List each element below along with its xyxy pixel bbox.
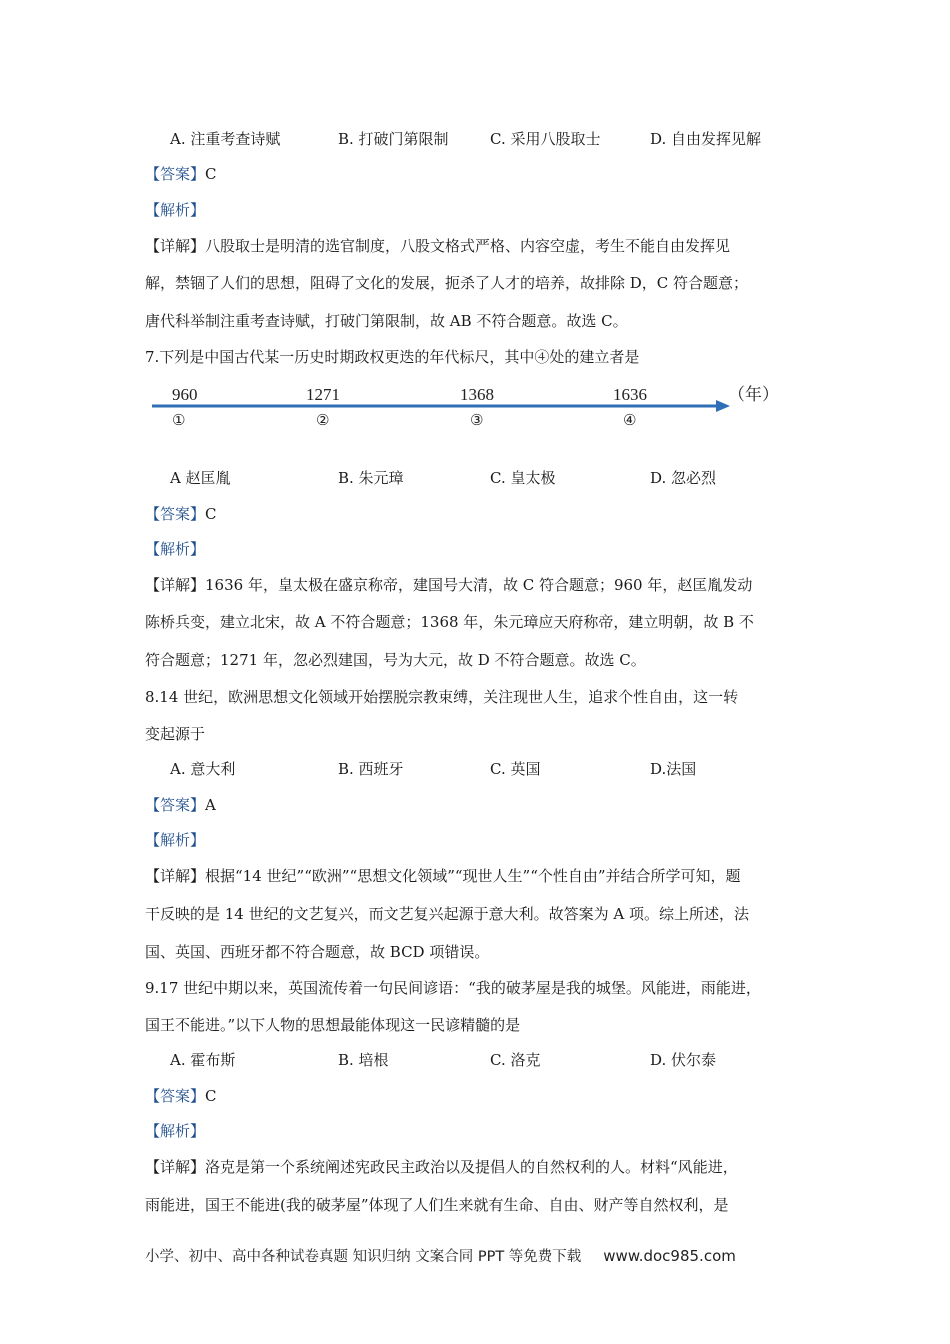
analysis-tag: 【解析】 [145,540,206,558]
q9-option-a: A. 霍布斯 [170,1051,236,1069]
analysis-tag: 【解析】 [145,831,206,849]
analysis-tag: 【解析】 [145,1122,206,1140]
q7-options [170,467,810,489]
q9-detail-line-1 [145,1156,738,1178]
q8-option-b: B. 西班牙 [338,760,404,778]
q8-answer [145,794,216,816]
answer-tag: 【答案】 [145,165,206,183]
timeline-marker-4: ④ [623,411,637,429]
q8-detail-line-3: 国、英国、西班牙都不符合题意，故 BCD 项错误。 [145,943,490,961]
q8-option-d: D.法国 [650,760,697,778]
q7-option-a: A 赵匡胤 [170,469,231,487]
q9-option-b: B. 培根 [338,1051,389,1069]
q8-detail-line-2: 干反映的是 14 世纪的文艺复兴，而文艺复兴起源于意大利。故答案为 A 项。综上所述，法 [145,905,749,923]
q8-stem-line-2: 变起源于 [145,725,206,743]
answer-value: C [205,165,217,183]
page-footer [145,1245,736,1266]
q6-detail-line-2: 解，禁锢了人们的思想，阻碍了文化的发展，扼杀了人才的培养，故排除 D，C 符合题意； [145,274,749,292]
q8-analysis [145,829,205,851]
timeline-marker-1: ① [172,411,186,429]
q6-option-c: C. 采用八股取士 [490,130,601,148]
timeline-marker-3: ③ [470,411,484,429]
q7-option-c: C. 皇太极 [490,469,556,487]
q9-answer [145,1085,217,1107]
answer-tag: 【答案】 [145,796,206,814]
q6-analysis [145,199,205,221]
q7-stem: 7.下列是中国古代某一历史时期政权更迭的年代标尺，其中④处的建立者是 [145,348,640,366]
timeline-unit: （年） [728,385,779,404]
q7-option-b: B. 朱元璋 [338,469,404,487]
q7-option-d: D. 忽必烈 [650,469,717,487]
q6-answer [145,163,217,185]
detail-tag: 【详解】 [145,867,206,885]
timeline-year-3: 1368 [460,385,494,404]
q8-stem-line-1: 8.14 世纪，欧洲思想文化领域开始摆脱宗教束缚，关注现世人生，追求个性自由，这一转 [145,688,739,706]
timeline-year-2: 1271 [306,385,340,404]
footer-text: 小学、初中、高中各种试卷真题 知识归纳 文案合同 PPT 等免费下载 [145,1249,582,1265]
detail-text: 洛克是第一个系统阐述宪政民主政治以及提倡人的自然权利的人。材料“风能进， [205,1158,738,1176]
detail-tag: 【详解】 [145,1158,206,1176]
q9-analysis [145,1120,205,1142]
timeline-year-4: 1636 [613,385,647,404]
q6-detail-line-1 [145,235,730,257]
q7-answer [145,503,217,525]
analysis-tag: 【解析】 [145,201,206,219]
answer-value: A [205,796,216,814]
q8-options [170,758,810,780]
q8-option-c: C. 英国 [490,760,541,778]
q9-option-d: D. 伏尔泰 [650,1051,717,1069]
detail-tag: 【详解】 [145,237,206,255]
q7-detail-line-1 [145,574,752,596]
detail-tag: 【详解】 [145,576,206,594]
q9-detail-line-2: 雨能进，国王不能进(我的破茅屋”体现了人们生来就有生命、自由、财产等自然权利，是 [145,1196,729,1214]
q7-timeline [150,380,790,436]
timeline-marker-2: ② [316,411,330,429]
q6-options [170,128,810,150]
q9-option-c: C. 洛克 [490,1051,541,1069]
q6-option-d: D. 自由发挥见解 [650,130,762,148]
answer-value: C [205,505,217,523]
q8-detail-line-1 [145,865,741,887]
detail-text: 根据“14 世纪”“欧洲”“思想文化领域”“现世人生”“个性自由”并结合所学可知，题 [205,867,741,885]
q7-detail-line-2: 陈桥兵变，建立北宋，故 A 不符合题意；1368 年，朱元璋应天府称帝，建立明朝，故 B 不 [145,613,754,631]
answer-tag: 【答案】 [145,505,206,523]
q6-option-b: B. 打破门第限制 [338,130,449,148]
q9-options [170,1049,810,1071]
timeline-year-1: 960 [172,385,198,404]
footer-site-link[interactable]: www.doc985.com [603,1247,736,1265]
q9-stem-line-1: 9.17 世纪中期以来，英国流传着一句民间谚语：“我的破茅屋是我的城堡。风能进，雨能进， [145,979,761,997]
q7-detail-line-3: 符合题意；1271 年，忽必烈建国，号为大元，故 D 不符合题意。故选 C。 [145,651,646,669]
answer-tag: 【答案】 [145,1087,206,1105]
detail-text: 1636 年，皇太极在盛京称帝，建国号大清，故 C 符合题意；960 年，赵匡胤发动 [205,576,753,594]
q6-detail-line-3: 唐代科举制注重考查诗赋，打破门第限制，故 AB 不符合题意。故选 C。 [145,312,628,330]
q9-stem-line-2: 国王不能进。”以下人物的思想最能体现这一民谚精髓的是 [145,1016,521,1034]
q6-option-a: A. 注重考查诗赋 [170,130,281,148]
q7-analysis [145,538,205,560]
q8-option-a: A. 意大利 [170,760,236,778]
detail-text: 八股取士是明清的选官制度，八股文格式严格、内容空虚，考生不能自由发挥见 [205,237,731,255]
answer-value: C [205,1087,217,1105]
